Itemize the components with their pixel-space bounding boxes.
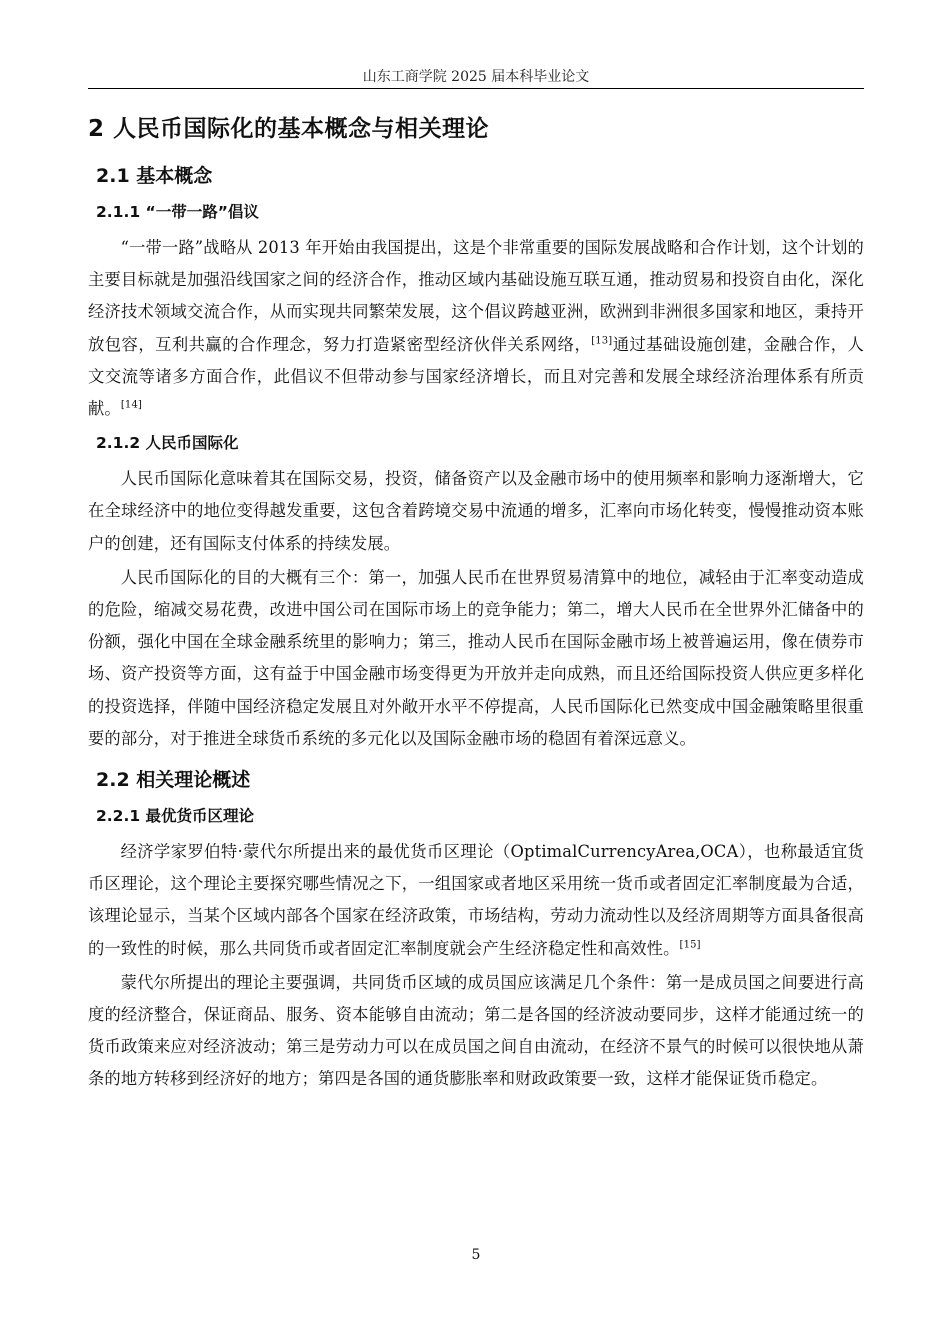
paragraph-2-2-1-b: 蒙代尔所提出的理论主要强调，共同货币区域的成员国应该满足几个条件：第一是成员国之间要进行高度的经济整合，保证商品、服务、资本能够自由流动；第二是各国的经济波动要同步，这样才能通过统一的货币政策来应对经济波动；第三是劳动力可以在成员国之间自由流动，在经济不景气的时候可以很快地从萧条的地方转移到经济好的地方；第四是各国的通货膨胀率和财政政策要一致，这样才能保证货币稳定。 (88, 972, 864, 1089)
page-number: 5 (471, 1247, 481, 1263)
paragraph-2-1-1 (88, 232, 864, 425)
paragraph-text: 经济学家罗伯特·蒙代尔所提出来的最优货币区理论（OptimalCurrencyArea,OCA），也称最适宜货币区理论，这个理论主要探究哪些情况之下，一组国家或者地区采用统一货币或者固定汇率制度最为合适，该理论显示，当某个区域内部各个国家在经济政策，市场结构，劳动力流动性以及经济周期等方面具备很高的一致性的时候，那么共同货币或者固定汇率制度就会产生经济稳定性和高效性。 (88, 842, 864, 958)
paragraph-text: “一带一路”战略从 2013 年开始由我国提出，这是个非常重要的国际发展战略和合作计划，这个计划的主要目标就是加强沿线国家之间的经济合作，推动区域内基础设施互联互通，推动贸易和投资自由化，深化经济技术领域交流合作，从而实现共同繁荣发展，这个倡议跨越亚洲，欧洲到非洲很多国家和地区，秉持开放包容，互利共赢的合作理念，努力打造紧密型经济伙伴关系网络， (88, 238, 864, 354)
chapter-title: 2 人民币国际化的基本概念与相关理论 (88, 116, 490, 142)
paragraph-2-2-1-a (88, 836, 864, 965)
header-rule (88, 88, 864, 89)
section-2-1-title: 2.1 基本概念 (96, 165, 213, 187)
citation: [15] (679, 939, 701, 951)
paragraph-2-1-2-a: 人民币国际化意味着其在国际交易，投资，储备资产以及金融市场中的使用频率和影响力逐渐增大，它在全球经济中的地位变得越发重要，这包含着跨境交易中流通的增多，汇率向市场化转变，慢慢推动资本账户的创建，还有国际支付体系的持续发展。 (88, 469, 864, 553)
section-2-1-2-title: 2.1.2 人民币国际化 (96, 434, 239, 453)
citation: [13] (591, 335, 613, 347)
page-content (88, 110, 864, 1098)
paragraph-text: 通过基础设施创建，金融合作，人文交流等诸多方面合作，此倡议不但带动参与国家经济增长，而且对完善和发展全球经济治理体系有所贡献。 (88, 334, 864, 419)
citation: [14] (120, 399, 143, 411)
section-2-1-1-title: 2.1.1 “一带一路”倡议 (96, 203, 259, 221)
paragraph-2-1-2-b: 人民币国际化的目的大概有三个：第一，加强人民币在世界贸易清算中的地位，减轻由于汇率变动造成的危险，缩减交易花费，改进中国公司在国际市场上的竞争能力；第二，增大人民币在全世界外汇储备中的份额，强化中国在全球金融系统里的影响力；第三，推动人民币在国际金融市场上被普遍运用，像在债券市场、资产投资等方面，这有益于中国金融市场变得更为开放并走向成熟，而且还给国际投资人供应更多样化的投资选择，伴随中国经济稳定发展且对外敞开水平不停提高，人民币国际化已然变成中国金融策略里很重要的部分，对于推进全球货币系统的多元化以及国际金融市场的稳固有着深远意义。 (88, 567, 864, 748)
running-header: 山东工商学院 2025 届本科毕业论文 (362, 69, 590, 85)
section-2-2-title: 2.2 相关理论概述 (96, 769, 251, 792)
section-2-2-1-title: 2.2.1 最优货币区理论 (96, 807, 255, 826)
